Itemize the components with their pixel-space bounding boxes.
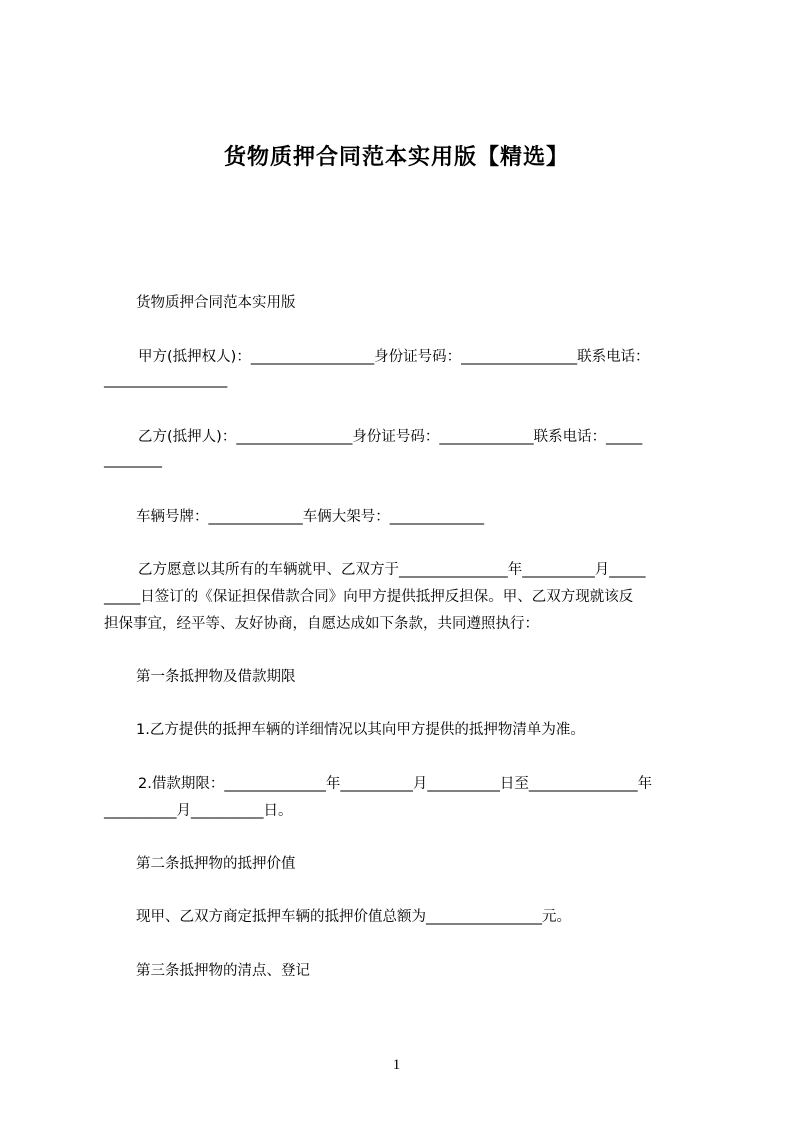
article-1-item-2-cont: __________月__________日。 — [104, 803, 293, 819]
party-b-line-cont: ________ — [104, 452, 162, 468]
article-2-body: 现甲、乙双方商定抵押车辆的抵押价值总额为________________元。 — [136, 909, 571, 925]
intro-paragraph-line-1: 乙方愿意以其所有的车辆就甲、乙双方于_______________年__________月_____ — [138, 562, 646, 578]
intro-paragraph-line-3: 担保事宜，经平等、友好协商，自愿达成如下条款，共同遵照执行： — [104, 616, 539, 632]
article-3-heading: 第三条抵押物的清点、登记 — [136, 963, 310, 979]
article-1-item-2: 2.借款期限：______________年__________月__________日至_______________年 — [138, 776, 653, 792]
intro-paragraph-line-2: _____日签订的《保证担保借款合同》向甲方提供抵押反担保。甲、乙双方现就该反 — [104, 589, 634, 605]
party-a-line-cont: _________________ — [104, 372, 228, 388]
article-2-heading: 第二条抵押物的抵押价值 — [136, 856, 296, 872]
subtitle: 货物质押合同范本实用版 — [136, 295, 296, 311]
party-b-line: 乙方(抵押人)：________________身份证号码：_____________联系电话：_____ — [138, 429, 643, 445]
document-title: 货物质押合同范本实用版【精选】 — [223, 145, 569, 170]
article-1-item-1: 1.乙方提供的抵押车辆的详细情况以其向甲方提供的抵押物清单为准。 — [136, 722, 585, 738]
party-a-line: 甲方(抵押权人)：_________________身份证号码：________________联系电话： — [138, 349, 650, 365]
vehicle-line: 车辆号牌：_____________车俩大架号：_____________ — [136, 509, 484, 525]
article-1-heading: 第一条抵押物及借款期限 — [136, 669, 296, 685]
page-number: 1 — [392, 1057, 401, 1073]
